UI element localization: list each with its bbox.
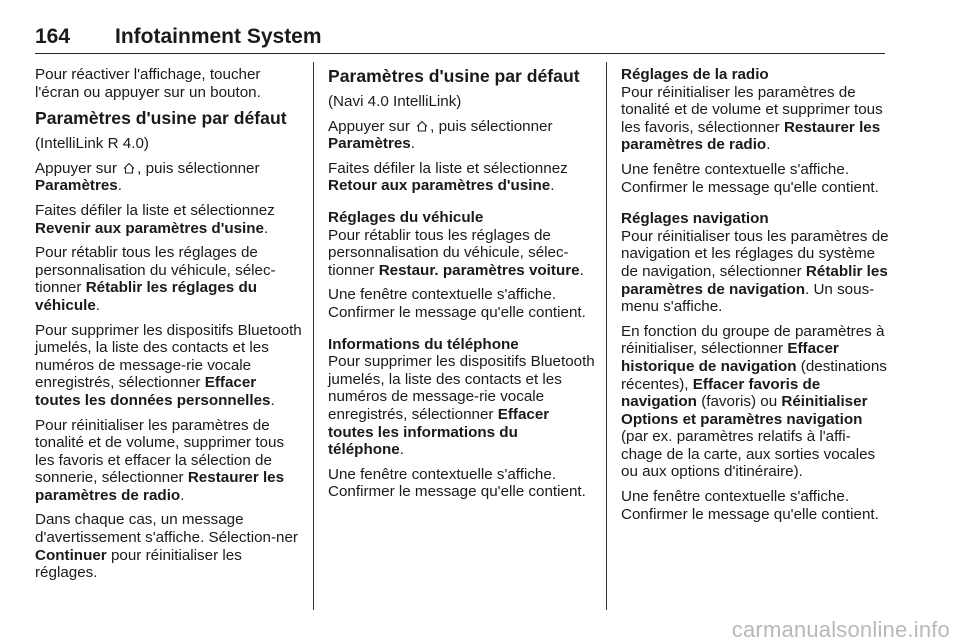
menu-term: Paramètres xyxy=(35,177,118,195)
text: Faites défiler la liste et sélectionnez xyxy=(328,159,568,177)
menu-term: Restaurer les paramètres de radio xyxy=(35,469,285,504)
page-header xyxy=(35,26,885,48)
text: Pour rétablir tous les réglages de personnalisation du véhicule, sélec-tionner xyxy=(328,226,569,279)
header-rule xyxy=(35,53,885,54)
menu-term: Revenir aux paramètres d'usine xyxy=(35,219,264,237)
subsection-heading: Réglages navigation xyxy=(621,210,769,228)
menu-term: Effacer toutes les informations du téléphone xyxy=(328,405,550,459)
menu-term: Paramètres xyxy=(328,135,411,153)
text: (par ex. paramètres relatifs à l'affi-chage de la carte, aux sorties vocales ou aux options d'itinéraire). xyxy=(621,428,876,481)
subsection-heading: Informations du téléphone xyxy=(328,335,519,353)
paragraph: Pour rétablir tous les réglages de personnalisation du véhicule, sélec-tionner Restaur. paramètres voiture. xyxy=(328,226,584,279)
home-icon xyxy=(416,120,428,132)
menu-term: Effacer favoris de navigation xyxy=(621,375,821,411)
menu-term: Continuer xyxy=(35,546,107,564)
text: . Un sous-menu s'affiche. xyxy=(621,280,875,316)
text: Pour réinitialiser les paramètres de tonalité et de volume et supprimer tous les favoris, sélectionner xyxy=(621,83,883,136)
paragraph: Une fenêtre contextuelle s'affiche. Confirmer le message qu'elle contient. xyxy=(621,160,879,196)
text: Appuyer sur xyxy=(328,117,410,135)
paragraph: Pour réactiver l'affichage, toucher l'écran ou appuyer sur un bouton. xyxy=(35,66,261,101)
section-heading: Paramètres d'usine par défaut xyxy=(35,108,287,129)
paragraph xyxy=(35,511,303,581)
text: , puis sélectionner xyxy=(137,159,260,177)
paragraph: Pour réinitialiser les paramètres de tonalité et de volume et supprimer tous les favoris, sélectionner Restaurer les paramètres de radio. xyxy=(621,83,883,154)
column-3 xyxy=(621,66,889,530)
menu-term: Rétablir les réglages du véhicule xyxy=(35,279,258,314)
paragraph: Faites défiler la liste et sélectionnez Retour aux paramètres d'usine. xyxy=(328,159,568,195)
paragraph xyxy=(621,323,889,481)
text: Dans chaque cas, un message d'avertissement s'affiche. Sélection-ner xyxy=(35,511,298,547)
menu-term: Effacer toutes les données personnelles xyxy=(35,374,271,409)
text: (favoris) ou xyxy=(701,393,778,411)
text: Faites défiler la liste et sélectionnez xyxy=(35,201,275,219)
model-note: (IntelliLink R 4.0) xyxy=(35,135,149,153)
column-divider-2 xyxy=(606,62,607,610)
page-title: Infotainment System xyxy=(115,25,322,48)
text: Pour réinitialiser tous les paramètres de navigation et les réglages du système de navigation, sélectionner xyxy=(621,227,889,280)
text: Pour supprimer les dispositifs Bluetooth jumelés, la liste des contacts et les numéros de message-rie vocale enregistrés, sélectionner xyxy=(328,353,595,423)
paragraph xyxy=(621,228,889,316)
column-divider-1 xyxy=(313,62,314,610)
menu-term: Restaur. paramètres voiture xyxy=(378,261,580,279)
text: Appuyer sur xyxy=(35,159,117,177)
text: Pour rétablir tous les réglages de personnalisation du véhicule, sélec-tionner xyxy=(35,244,276,297)
subsection-heading: Réglages du véhicule xyxy=(328,208,484,226)
text: Pour réinitialiser les paramètres de tonalité et de volume, supprimer tous les favoris et effacer la sélection de sonnerie, sélectionner xyxy=(35,416,285,487)
text: Pour supprimer les dispositifs Bluetooth jumelés, la liste des contacts et les numéros de message-rie vocale enregistrés, sélectionner xyxy=(35,321,302,392)
paragraph: Appuyer sur , puis sélectionner Paramètres. xyxy=(328,117,553,153)
page-number: 164 xyxy=(35,25,71,48)
paragraph: Pour supprimer les dispositifs Bluetooth jumelés, la liste des contacts et les numéros de message-rie vocale enregistrés, sélectionner Effacer toutes les informations du téléphone. xyxy=(328,353,595,459)
watermark: carmanualsonline.info xyxy=(731,617,950,642)
text: (destinations récentes), xyxy=(621,357,887,393)
text: pour réinitialiser les réglages. xyxy=(35,546,242,582)
column-2 xyxy=(328,66,596,508)
paragraph: Pour réinitialiser les paramètres de tonalité et de volume, supprimer tous les favoris et effacer la sélection de sonnerie, sélectionner Restaurer les paramètres de radio. xyxy=(35,416,285,504)
paragraph: Une fenêtre contextuelle s'affiche. Confirmer le message qu'elle contient. xyxy=(328,286,586,321)
menu-term: Effacer historique de navigation xyxy=(621,340,839,375)
text: En fonction du groupe de paramètres à réinitialiser, sélectionner xyxy=(621,322,885,358)
subsection-heading: Réglages de la radio xyxy=(621,66,769,83)
menu-term: Réinitialiser Options et paramètres navigation xyxy=(621,393,868,428)
menu-term: Retour aux paramètres d'usine xyxy=(328,177,551,195)
section-heading: Paramètres d'usine par défaut xyxy=(328,66,580,86)
paragraph: Pour supprimer les dispositifs Bluetooth jumelés, la liste des contacts et les numéros de message-rie vocale enregistrés, sélectionner Effacer toutes les données personnelles. xyxy=(35,321,302,409)
model-note: (Navi 4.0 IntelliLink) xyxy=(328,93,462,110)
paragraph: Une fenêtre contextuelle s'affiche. Confirmer le message qu'elle contient. xyxy=(621,488,879,523)
paragraph: Appuyer sur , puis sélectionner Paramètres. xyxy=(35,159,260,195)
home-icon xyxy=(123,162,135,174)
column-1 xyxy=(35,66,303,589)
paragraph: Faites défiler la liste et sélectionnez Revenir aux paramètres d'usine. xyxy=(35,201,275,237)
paragraph: Une fenêtre contextuelle s'affiche. Confirmer le message qu'elle contient. xyxy=(328,465,586,501)
text: , puis sélectionner xyxy=(430,117,553,135)
menu-term: Restaurer les paramètres de radio xyxy=(621,118,881,154)
paragraph: Pour rétablir tous les réglages de personnalisation du véhicule, sélec-tionner Rétablir les réglages du véhicule. xyxy=(35,244,276,314)
menu-term: Rétablir les paramètres de navigation xyxy=(621,262,888,298)
